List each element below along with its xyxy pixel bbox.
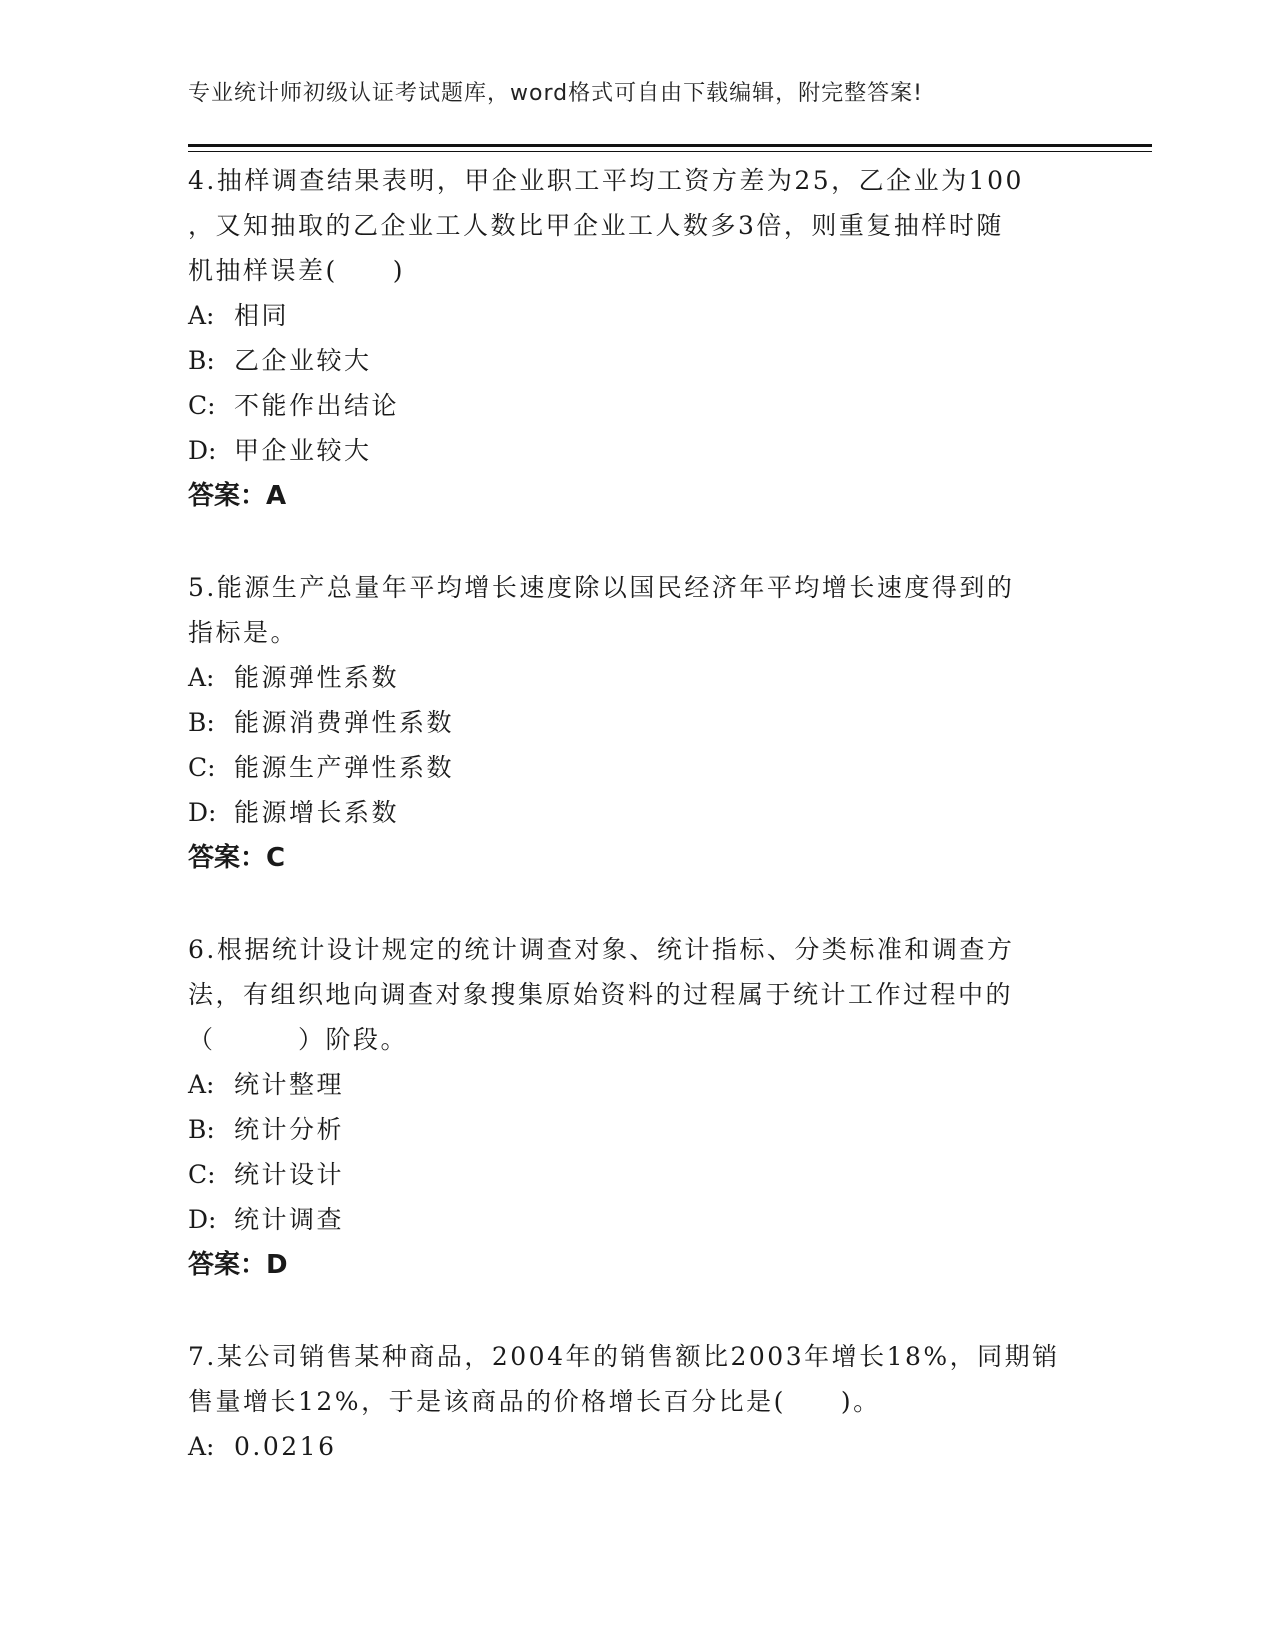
option-text: 统计调查 — [234, 1205, 345, 1234]
question-stem-line: （ ）阶段。 — [188, 1025, 409, 1054]
question-stem-line: 7.某公司销售某种商品，2004年的销售额比2003年增长18%，同期销 — [188, 1342, 1060, 1371]
header-divider-thin — [188, 151, 1152, 152]
option-label: C: — [188, 391, 216, 420]
option-text: 相同 — [234, 301, 290, 330]
question-list — [188, 158, 1068, 1515]
option-label: B: — [188, 708, 215, 737]
question-stem-line: 机抽样误差( ) — [188, 256, 406, 285]
question-6 — [188, 927, 1068, 1288]
question-stem-line: 售量增长12%，于是该商品的价格增长百分比是( )。 — [188, 1387, 881, 1416]
option-text: 不能作出结论 — [234, 391, 400, 420]
header-divider-thick — [188, 144, 1152, 147]
option-c — [188, 1152, 1068, 1197]
option-label: C: — [188, 753, 216, 782]
option-label: A: — [188, 1070, 215, 1099]
option-label: D: — [188, 1205, 217, 1234]
option-label: C: — [188, 1160, 216, 1189]
option-label: A: — [188, 1432, 215, 1461]
option-label: D: — [188, 436, 217, 465]
question-4 — [188, 158, 1068, 519]
answer-line: 答案：D — [188, 1250, 288, 1280]
question-stem-line: ，又知抽取的乙企业工人数比甲企业工人数多3倍，则重复抽样时随 — [188, 211, 1004, 240]
option-d — [188, 1197, 1068, 1242]
option-text: 能源生产弹性系数 — [234, 753, 455, 782]
option-c — [188, 383, 1068, 428]
option-d — [188, 790, 1068, 835]
option-a — [188, 655, 1068, 700]
option-label: D: — [188, 798, 217, 827]
option-b — [188, 700, 1068, 745]
answer-line: 答案：C — [188, 843, 286, 873]
option-label: B: — [188, 346, 215, 375]
option-text: 能源增长系数 — [234, 798, 400, 827]
option-text: 乙企业较大 — [234, 346, 372, 375]
option-a — [188, 293, 1068, 338]
option-text: 0.0216 — [234, 1432, 337, 1461]
question-stem-line: 6.根据统计设计规定的统计调查对象、统计指标、分类标准和调查方 — [188, 935, 1015, 964]
page-header: 专业统计师初级认证考试题库，word格式可自由下载编辑，附完整答案! — [188, 81, 923, 106]
option-text: 统计分析 — [234, 1115, 345, 1144]
answer-line: 答案：A — [188, 481, 287, 511]
question-stem-line: 指标是。 — [188, 618, 299, 647]
option-c — [188, 745, 1068, 790]
option-text: 能源消费弹性系数 — [234, 708, 455, 737]
question-5 — [188, 565, 1068, 881]
question-stem-line: 5.能源生产总量年平均增长速度除以国民经济年平均增长速度得到的 — [188, 573, 1015, 602]
option-text: 能源弹性系数 — [234, 663, 400, 692]
question-stem-line: 法，有组织地向调查对象搜集原始资料的过程属于统计工作过程中的 — [188, 980, 1014, 1009]
option-text: 甲企业较大 — [234, 436, 372, 465]
option-a — [188, 1424, 1068, 1469]
option-a — [188, 1062, 1068, 1107]
option-text: 统计设计 — [234, 1160, 345, 1189]
question-stem-line: 4.抽样调查结果表明，甲企业职工平均工资方差为25，乙企业为100 — [188, 166, 1024, 195]
option-text: 统计整理 — [234, 1070, 345, 1099]
question-7 — [188, 1334, 1068, 1469]
option-b — [188, 1107, 1068, 1152]
option-label: A: — [188, 663, 215, 692]
option-d — [188, 428, 1068, 473]
option-label: B: — [188, 1115, 215, 1144]
option-label: A: — [188, 301, 215, 330]
option-b — [188, 338, 1068, 383]
